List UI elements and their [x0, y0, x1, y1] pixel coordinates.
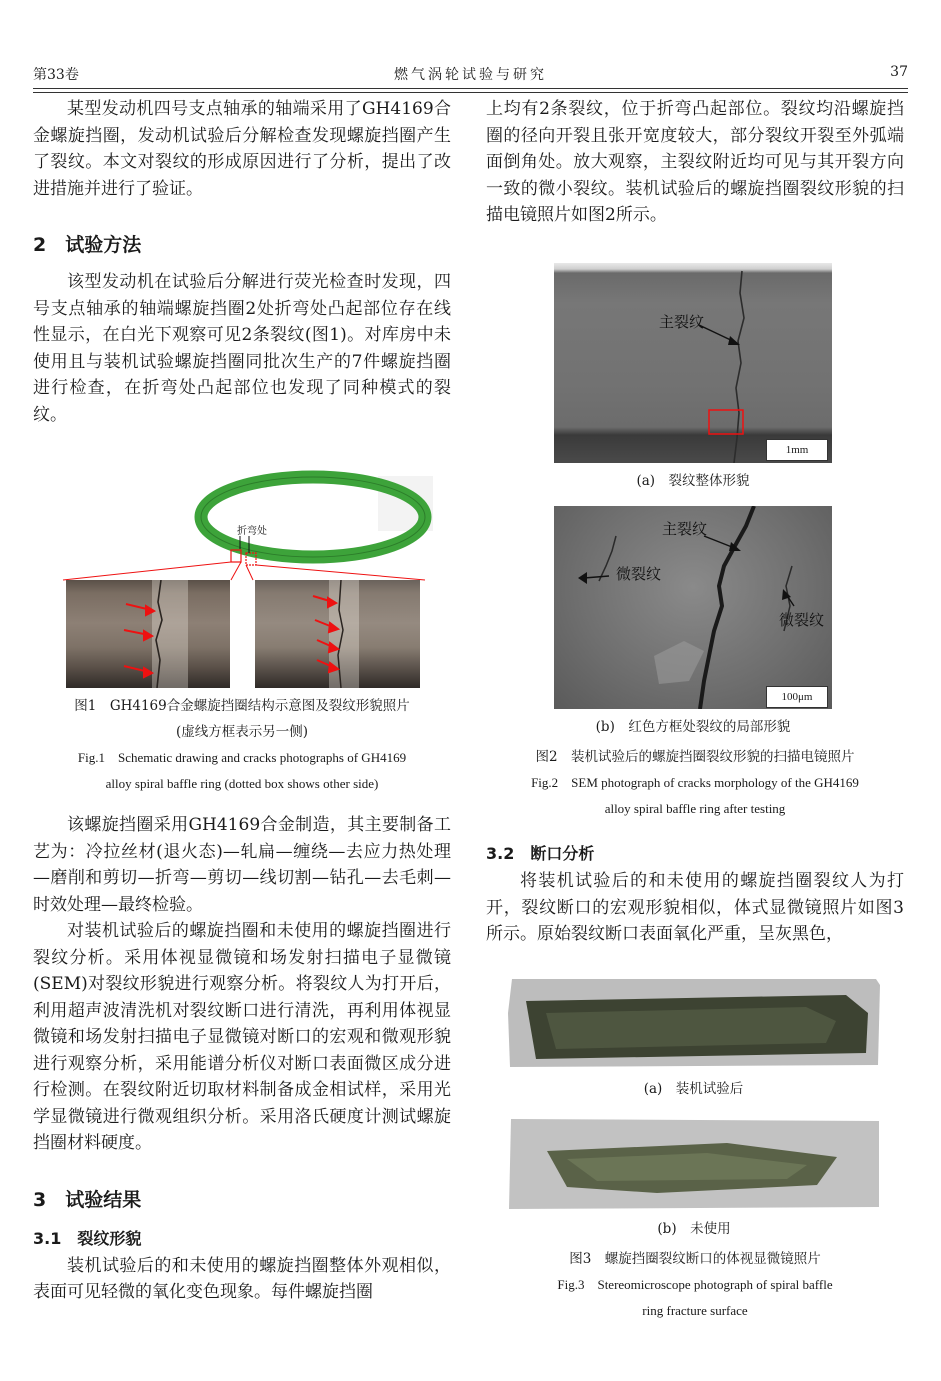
fig2a-scale-bar: [766, 439, 828, 461]
fig1-bend-label: 折弯处: [237, 526, 267, 537]
right-column-lower: [486, 841, 904, 948]
running-header: [33, 60, 908, 86]
page-number: 37: [890, 64, 908, 80]
fig1-caption-cn-note: (虚线方框表示另一侧): [175, 724, 309, 740]
section-3-heading: 3 试验结果: [33, 1188, 142, 1211]
figure-1-caption: [33, 693, 451, 797]
manufacturing-paragraph: 该螺旋挡圈采用GH4169合金制造，其主要制备工艺为：冷拉丝材(退火态)—轧扁—缠绕—去应力热处理—磨削和剪切—折弯—剪切—线切割—钻孔—去毛刺—时效处理—最终检验。: [33, 815, 451, 915]
fig3-caption-en-1: Fig.3 Stereomicroscope photograph of spiral baffle: [557, 1277, 833, 1292]
figure-1: [33, 470, 451, 690]
left-column-lower: [33, 812, 451, 1306]
fig2a-sem-photo: [554, 263, 832, 463]
fig1-crack-photo-left: [66, 580, 230, 688]
section-3-2-heading: 3.2 断口分析: [486, 844, 595, 863]
fig2b-micro-crack-label-1: 微裂纹: [616, 565, 662, 583]
fig1-caption-en-1: Fig.1 Schematic drawing and cracks photographs of GH4169: [77, 750, 407, 765]
fig2-caption-en-2: alloy spiral baffle ring after testing: [604, 801, 786, 816]
fig2b-caption: (b) 红色方框处裂纹的局部形貌: [595, 719, 791, 735]
fig1-caption-cn: 图1 GH4169合金螺旋挡圈结构示意图及裂纹形貌照片: [74, 698, 410, 714]
section-3-2-paragraph: 将装机试验后的和未使用的螺旋挡圈裂纹人为打开，裂纹断口的宏观形貌相似，体式显微镜照片如图3所示。原始裂纹断口表面氧化严重，呈灰黑色，: [486, 871, 904, 944]
fig2b-micro-crack-label-2: 微裂纹: [779, 611, 825, 629]
fig2-caption-en-1: Fig.2 SEM photograph of cracks morphology of the GH4169: [531, 775, 859, 790]
fig1-caption-en-2: alloy spiral baffle ring (dotted box shows other side): [105, 776, 379, 791]
section-2-paragraph: 该型发动机在试验后分解进行荧光检查时发现，四号支点轴承的轴端螺旋挡圈2处折弯处凸起部位存在线性显示，在白光下观察可见2条裂纹(图1)。对库房中未使用且与装机试验螺旋挡圈同批次生产的7件螺旋挡圈进行检查，在折弯处凸起部位也发现了同种模式的裂纹。: [33, 272, 451, 425]
figure-2-caption: [486, 744, 904, 822]
journal-title: 燃气涡轮试验与研究: [394, 67, 547, 83]
intro-paragraph: 某型发动机四号支点轴承的轴端采用了GH4169合金螺旋挡圈，发动机试验后分解检查发现螺旋挡圈产生了裂纹。本文对裂纹的形成原因进行了分析，提出了改进措施并进行了验证。: [33, 99, 451, 199]
header-rule-thin: [33, 92, 908, 93]
header-rule: [33, 88, 908, 89]
fig2a-main-crack-label: 主裂纹: [659, 313, 705, 331]
fig3-caption-cn: 图3 螺旋挡圈裂纹断口的体视显微镜照片: [569, 1251, 821, 1267]
method-paragraph: 对装机试验后的螺旋挡圈和未使用的螺旋挡圈进行裂纹分析。采用体视显微镜和场发射扫描电子显微镜(SEM)对裂纹形貌进行观察分析。将裂纹人为打开后，利用超声波清洗机对裂纹断口进行清洗，再利用体视显微镜和场发射扫描电子显微镜对断口的宏观和微观形貌进行观察分析，采用能谱分析仪对断口表面微区成分进行检测。在裂纹附近切取材料制备成金相试样，采用光学显微镜进行微观组织分析。采用洛氏硬度计测试螺旋挡圈材料硬度。: [33, 921, 451, 1153]
section-3-1-heading: 3.1 裂纹形貌: [33, 1228, 142, 1248]
volume-label: 第33卷: [33, 67, 79, 83]
fig2a-scale-text: 1mm: [785, 444, 809, 456]
section-3-1-paragraph: 装机试验后的和未使用的螺旋挡圈整体外观相似，表面可见轻微的氧化变色现象。每件螺旋挡圈: [33, 1255, 451, 1302]
fig2b-scale-bar: [766, 686, 828, 708]
fig3b-caption: (b) 未使用: [657, 1221, 731, 1237]
right-column: [486, 96, 904, 229]
fig1-crack-photo-right: [255, 580, 420, 688]
fig2a-caption: (a) 裂纹整体形貌: [636, 473, 750, 489]
fig2b-sem-photo: [554, 506, 832, 709]
fig2b-scale-text: 100μm: [781, 691, 813, 703]
left-column: [33, 96, 451, 428]
fig3b-stereo-photo: [507, 1113, 881, 1211]
section-2-heading: 2 试验方法: [33, 234, 142, 256]
fig3a-caption: (a) 装机试验后: [643, 1081, 744, 1097]
fig2-caption-cn: 图2 装机试验后的螺旋挡圈裂纹形貌的扫描电镜照片: [535, 749, 855, 765]
fig2b-main-crack-label: 主裂纹: [662, 520, 708, 538]
fig3-caption-en-2: ring fracture surface: [642, 1303, 748, 1318]
figure-3-caption: [486, 1246, 904, 1324]
continued-paragraph: 上均有2条裂纹，位于折弯凸起部位。裂纹均沿螺旋挡圈的径向开裂且张开宽度较大，部分裂纹开裂至外弧端面倒角处。放大观察，主裂纹附近均可见与其开裂方向一致的微小裂纹。装机试验后的螺旋挡圈裂纹形貌的扫描电镜照片如图2所示。: [486, 99, 904, 225]
fig3a-stereo-photo: [506, 973, 881, 1069]
